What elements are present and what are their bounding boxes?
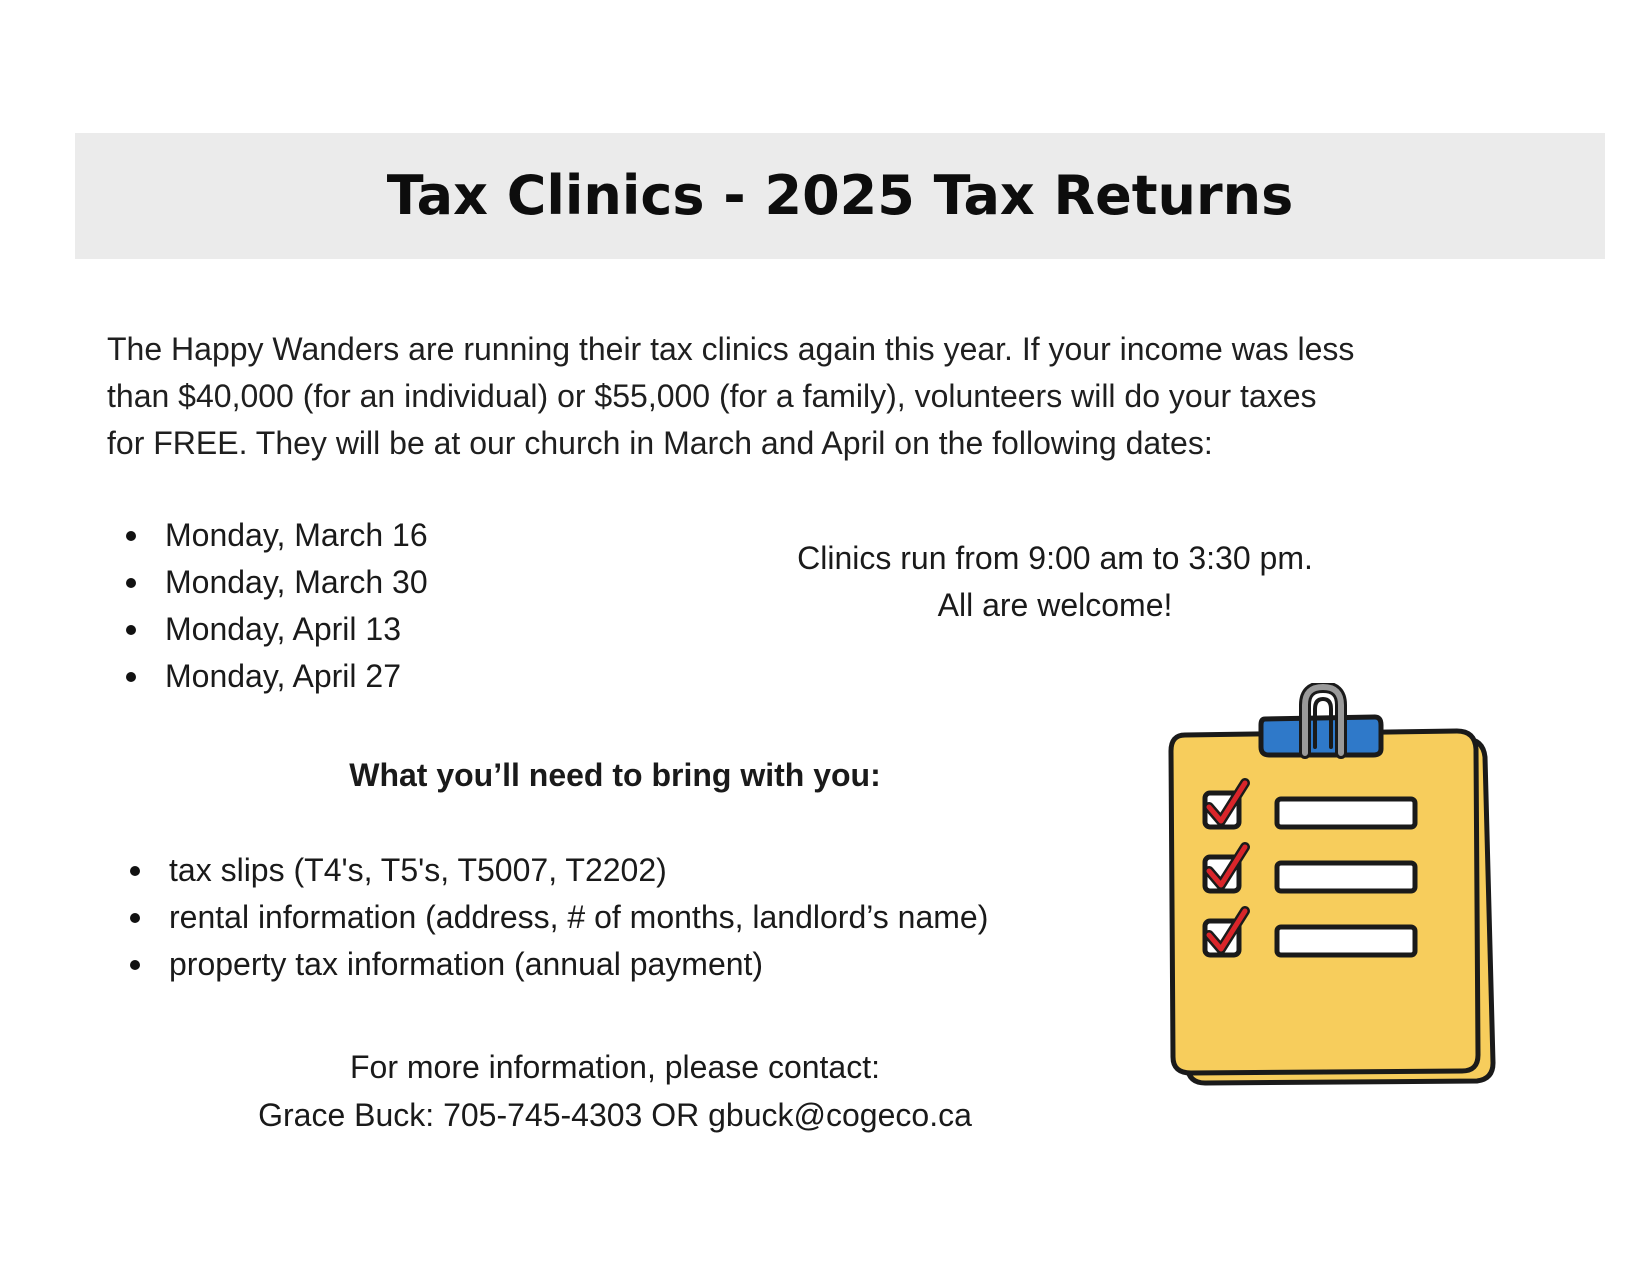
title-banner xyxy=(75,133,1605,259)
bullet-icon xyxy=(130,866,140,876)
intro-line: for FREE. They will be at our church in March and April on the following dates: xyxy=(107,425,1213,461)
bring-item-text: tax slips (T4's, T5's, T5007, T2202) xyxy=(169,852,667,888)
intro-line: than $40,000 (for an individual) or $55,000 (for a family), volunteers will do your taxes xyxy=(107,378,1317,414)
hours-line: Clinics run from 9:00 am to 3:30 pm. xyxy=(797,540,1313,576)
contact-details: Grace Buck: 705-745-4303 OR gbuck@cogeco.ca xyxy=(258,1097,972,1133)
date-text: Monday, March 16 xyxy=(165,517,428,553)
bullet-icon xyxy=(126,531,136,541)
contact-intro: For more information, please contact: xyxy=(349,1049,880,1085)
bring-item xyxy=(111,894,988,941)
intro-line: The Happy Wanders are running their tax clinics again this year. If your income was less xyxy=(107,331,1355,367)
date-item xyxy=(107,559,428,606)
bring-item-text: property tax information (annual payment) xyxy=(169,946,764,982)
date-text: Monday, March 30 xyxy=(165,564,428,600)
page-title: Tax Clinics - 2025 Tax Returns xyxy=(386,164,1294,227)
date-text: Monday, April 27 xyxy=(165,658,401,694)
clinic-dates-list xyxy=(107,512,428,700)
date-item xyxy=(107,653,428,700)
date-item xyxy=(107,512,428,559)
date-text: Monday, April 13 xyxy=(165,611,401,647)
clinic-hours xyxy=(725,535,1385,629)
clipboard-checklist-icon xyxy=(1165,683,1505,1093)
bring-item xyxy=(111,847,988,894)
bullet-icon xyxy=(130,913,140,923)
bring-heading: What you’ll need to bring with you: xyxy=(349,757,881,793)
bullet-icon xyxy=(126,625,136,635)
bring-item xyxy=(111,941,988,988)
contact-info xyxy=(180,1043,1050,1139)
welcome-line: All are welcome! xyxy=(937,587,1173,623)
bring-items-list xyxy=(111,847,988,988)
date-item xyxy=(107,606,428,653)
bullet-icon xyxy=(130,960,140,970)
bullet-icon xyxy=(126,578,136,588)
intro-paragraph xyxy=(107,326,1567,467)
bring-item-text: rental information (address, # of months, landlord’s name) xyxy=(169,899,989,935)
bullet-icon xyxy=(126,672,136,682)
